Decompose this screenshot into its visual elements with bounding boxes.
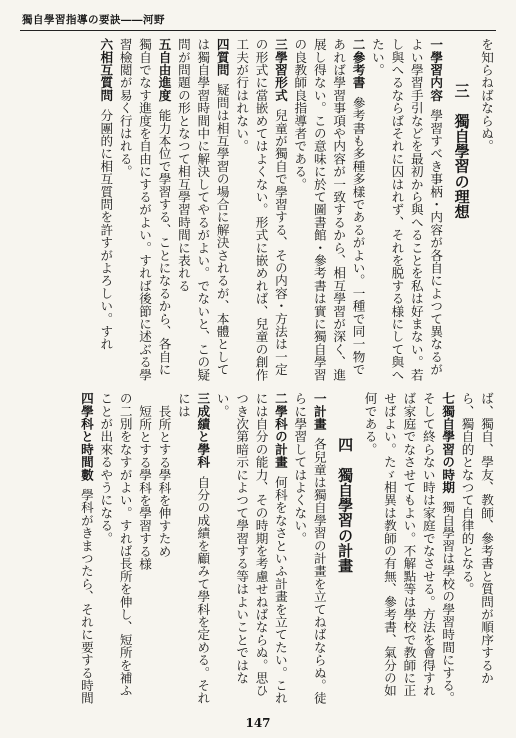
- item-heading: 五自由進度: [156, 38, 172, 102]
- item-text: 各兒童は獨自學習の計畫を立てねばならぬ。徒らに學習してはよくない。: [292, 392, 327, 705]
- paragraph: [174, 38, 232, 382]
- paragraph: 長所とする學科を伸すため: [156, 404, 172, 557]
- paragraph: 短所とする學科を學習する様: [137, 404, 153, 570]
- item-heading: 三成績と學科: [195, 392, 211, 469]
- item-text: 參考書も多種多樣であるがよい。一種で同一物であれば學習事項や内容が一致するから、相互學習が深く、進展し得ない。この意味に於て圖書館・參考書は實に獨自學習の良教師良指導者である。: [292, 38, 366, 381]
- item-text: 能力本位で學習する、ことになるから、各自に獨自でなす進度を自由にするがよい。すれば後節に述ぶる學習檢閲が易く行はれる。: [117, 38, 172, 381]
- running-header: 獨自學習指導の要訣――河野: [22, 14, 165, 26]
- item-heading: 二參考書: [350, 38, 366, 89]
- page-number: 147: [245, 716, 271, 730]
- item-text: 獨自學習は學校の學習時間にする。そして終らない時は家庭でなさせる。方法を會得すれば家庭でなさせてもよい。不解點等は學校で教師に正せばよい。たゞ相異は教師の有無、參考書、氣分の如何である。: [362, 392, 456, 705]
- paragraph: [232, 38, 290, 382]
- item-heading: 四質問: [214, 38, 230, 77]
- paragraph: [290, 38, 368, 382]
- item-heading: 一計畫: [311, 392, 327, 431]
- paragraph: [174, 392, 213, 708]
- item-text: 學科がきまつたら、それに要する時間: [78, 488, 94, 705]
- item-heading: 七獨自學習の時期: [440, 392, 456, 494]
- item-heading: 四學科と時間數: [78, 392, 94, 481]
- paragraph: [96, 38, 115, 382]
- paragraph: [115, 38, 173, 382]
- item-heading: 一學習内容: [428, 38, 444, 102]
- upper-block-text: [96, 38, 496, 382]
- header-rule: [20, 30, 496, 31]
- section-heading: 三 獨自學習の理想: [452, 83, 471, 219]
- upper-block: [20, 38, 496, 382]
- item-heading: 二學科の計畫: [272, 392, 288, 469]
- paragraph: [368, 38, 446, 382]
- item-text: 學習すべき事柄・内容が各自によつて異なるがよい學習手引などを最初から與へることを私は好まない。若し與へるならばそれに囚はれず、それを脱する様にして與へたい。: [369, 38, 444, 381]
- paragraph: を知らねばならぬ。: [479, 38, 494, 153]
- paragraph: [290, 392, 329, 708]
- item-text: 分團的に相互質問を許すがよろしい。すれ: [98, 109, 114, 351]
- item-heading: 六相互質問: [98, 38, 114, 102]
- item-text: 自分の成績を顧みて學科を定める。それには: [175, 392, 211, 705]
- paragraph: ば、獨自、學友、教師、參考書と質問が順序するから、獨自的となつて自律的となる。: [459, 392, 494, 685]
- page-body: [20, 38, 496, 708]
- lower-block: [20, 392, 496, 708]
- item-heading: 三學習形式: [272, 38, 288, 102]
- lower-block-text: [76, 392, 496, 708]
- item-text: 兒童が獨自で學習する、その内容・方法は一定の形式に當嵌めてはよくない。形式に嵌めれば、兒童の創作工夫が行はれない。: [234, 38, 288, 381]
- paragraph: の二別をなすがよい。すれば長所を伸し、短所を補ふことが出來るやうになる。: [98, 392, 133, 697]
- section-heading: 四 獨自學習の計畫: [336, 437, 355, 573]
- item-text: 何科をなさといふ計畫を立てたい。これには自分の能力、その時期を考慮せねばならぬ。思ひつき次第暗示によつて學習する等はよいことではない。: [214, 392, 288, 705]
- paragraph: [76, 392, 95, 708]
- paragraph: [360, 392, 457, 708]
- item-text: 疑問は相互學習の場合に解決されるが、本體としては獨自學習時間中に解決してやるがよい。でないと、この疑問が問題の形となつて相互學習時間に表れる: [175, 38, 230, 381]
- paragraph: [212, 392, 290, 708]
